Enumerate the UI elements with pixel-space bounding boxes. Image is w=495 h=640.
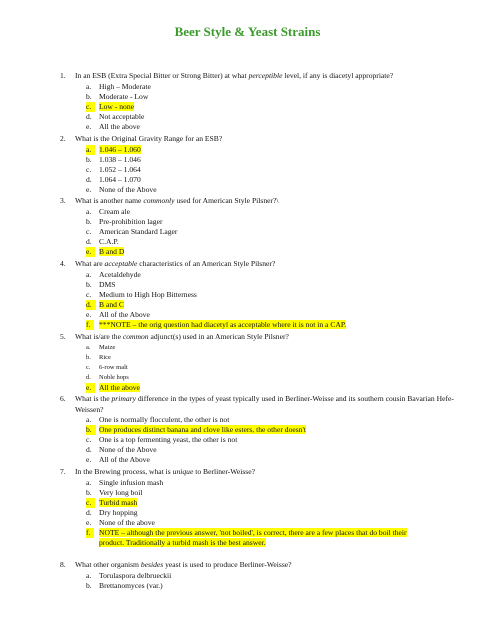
answer-options [86,206,460,257]
option-e-highlighted: e. B and D [86,246,125,256]
option-a: a. Maize [86,343,116,351]
answer-options [86,81,460,132]
question-6 [60,394,460,465]
answer-options [86,144,460,195]
option-e: e. None of the above [86,517,155,527]
option-c-highlighted: c. Turbid mash [86,497,138,507]
option-e-highlighted: e. All the above [86,382,140,392]
question-2 [60,134,460,195]
document-title: Beer Style & Yeast Strains [174,24,321,39]
option-e: e. All the above [86,121,140,131]
option-b: b. Brettanomyces (var.) [86,580,163,590]
question-number: 2. [60,134,66,143]
question-text: What is the Original Gravity Range for an ESB? [75,134,223,143]
question-number: 4. [60,259,66,268]
option-b: b. Very long boil [86,487,143,497]
question-number: 3. [60,196,66,205]
answer-options [86,269,460,331]
question-5 [60,332,460,393]
option-b-highlighted: b. One produces distinct banana and clove like esters, the other doesn't [86,425,306,435]
option-e: e. All of the Above [86,309,150,319]
option-c: c. American Standard Lager [86,226,178,236]
option-d: d. 1.064 – 1.070 [86,174,141,184]
option-c: c. 6-row malt [86,363,128,371]
option-b: b. Moderate - Low [86,91,149,101]
question-number: 6. [60,394,66,403]
option-a: a. High – Moderate [86,81,151,91]
answer-options [86,570,460,591]
option-c: c. 1.052 – 1.064 [86,164,141,174]
option-b: b. Pre-prohibition lager [86,216,163,226]
option-a: a. Cream ale [86,206,130,216]
option-d-highlighted: d. B and C [86,299,124,309]
option-a: a. One is normally flocculent, the other is not [86,415,230,424]
question-text: What is another name commonly used for American Style Pilsner?\ [75,196,279,205]
option-d: d. Noble hops [86,373,129,381]
question-number: 1. [60,71,66,80]
question-4 [60,259,460,330]
option-d: d. None of the Above [86,445,157,455]
option-e: e. None of the Above [86,184,157,194]
option-c-highlighted: c. Low - none [86,101,135,111]
option-a: a. Single infusion mash [86,477,164,487]
question-7 [60,467,460,548]
answer-options [86,415,460,465]
option-f-note-highlighted: f. ***NOTE – the orig question had diacetyl as acceptable where it is not in a CAP. [86,319,347,329]
question-number: 7. [60,467,66,476]
answer-options [86,477,460,549]
question-3 [60,196,460,257]
question-1 [60,71,460,132]
option-a-highlighted: a. 1.046 – 1.060 [86,144,141,154]
option-b: b. DMS [86,279,116,289]
question-text: What is the primary difference in the types of yeast typically used in Berliner-Weisse and its southern cousin Bavarian Hefe-Weissen? [75,394,454,414]
option-d: d. Dry hopping [86,507,138,517]
question-text: What is/are the common adjunct(s) used in an American Style Pilsner? [75,332,289,341]
question-text: In the Brewing process, what is unique to Berliner-Weisse? [75,467,255,476]
option-f-note-highlighted: f. NOTE – although the previous answer, 'not boiled', is correct, there are a few places that do boil their product. Traditionally a turbid mash is the best answer. [86,527,407,548]
option-c: c. One is a top fermenting yeast, the other is not [86,435,238,445]
option-a: a. Acetaldehyde [86,269,141,279]
option-d: d. Not acceptable [86,111,145,121]
question-number: 8. [60,560,66,569]
question-number: 5. [60,332,66,341]
answer-options [86,343,460,393]
option-e: e. All of the Above [86,455,150,465]
question-8 [60,560,460,591]
question-text: What are acceptable characteristics of an American Style Pilsner? [75,259,276,268]
question-text: What other organism besides yeast is used to produce Berliner-Weisse? [75,560,292,569]
option-b: b. Rice [86,353,111,361]
question-text: In an ESB (Extra Special Bitter or Strong Bitter) at what perceptible level, if any is diacetyl appropriate? [75,71,394,80]
option-d: d. C.A.P. [86,236,119,246]
option-b: b. 1.038 – 1.046 [86,154,141,164]
option-c: c. Medium to High Hop Bitterness [86,289,197,299]
option-a: a. Torulaspora delbrueckii [86,570,172,580]
